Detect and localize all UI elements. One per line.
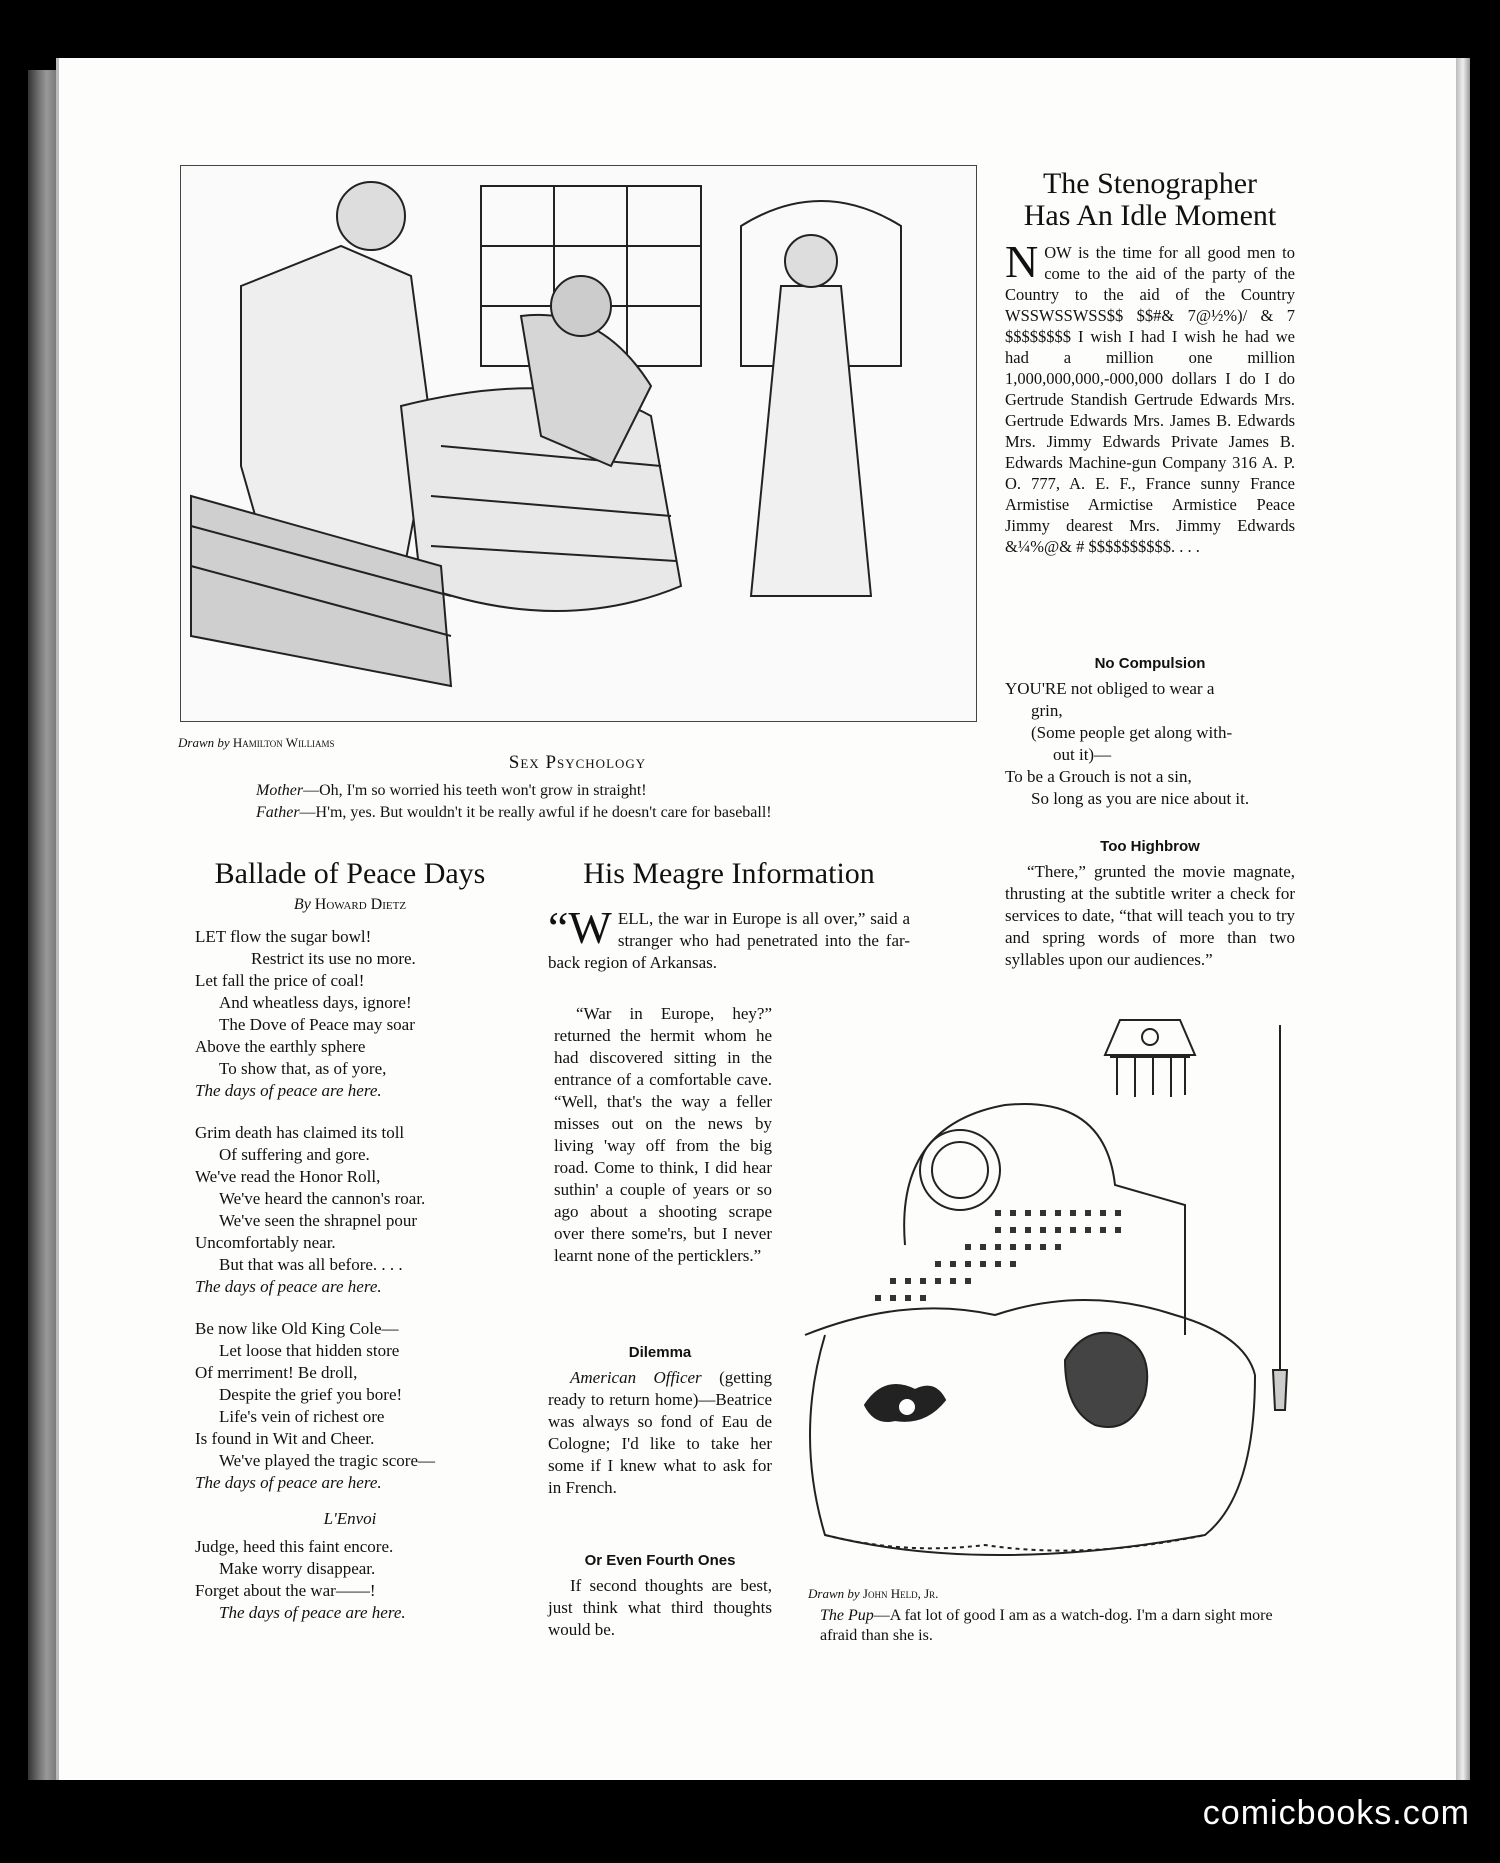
dilemma-title: Dilemma [628, 1344, 692, 1361]
fourth-ones-title: Or Even Fourth Ones [584, 1552, 736, 1569]
meagre-paragraph-1: “W ELL, the war in Europe is all over,” said a stranger who had penetrated into the far-back region of Arkansas. [548, 902, 910, 972]
stenographer-title: The Stenographer Has An Idle Moment [1023, 167, 1277, 232]
caption-line-mother: Mother—Oh, I'm so worried his teeth won't grow in straight! [256, 782, 647, 799]
top-illustration-credit [178, 735, 335, 751]
ballade-envoi: Judge, heed this faint encore. Make worry disappear. Forget about the war——! The days of peace are here. [195, 1537, 406, 1622]
credit-name: Hamilton Williams [232, 735, 335, 750]
fourth-ones-article [548, 1552, 772, 1641]
ballade-stanza-2: Grim death has claimed its toll Of suffering and gore. We've read the Honor Roll, We've heard the cannon's roar. We've seen the shrapnel pour Uncomfortably near. But that was all before. . . . The days of peace are here. [195, 1123, 426, 1296]
caption-dialogue [256, 780, 976, 824]
no-compulsion-title: No Compulsion [1094, 655, 1206, 672]
meagre-paragraph-2: “War in Europe, hey?” returned the hermit whom he had discovered sitting in the entrance of a comfortable cave. “Well, that's the way a feller misses out on the news by living 'way off from the big road. Come to think, I did hear suthin' a couple of years or so ago about a shooting scrape over there some'rs, but I never learnt none of the perticklers.” [554, 1004, 772, 1265]
stenographer-body: NOW is the time for all good men to come to the aid of the party of the Country to the aid of the Country WSSWSSWSS$$ $$#& 7@½%)/ & 7 $$$$$$$$ I wish I had I wish he had we had a million one million 1,000,000,000,-000,000 dollars I do I do Gertrude Standish Gertrude Edwards Mrs. Gertrude Edwards Mrs. James B. Edwards Mrs. Jimmy Edwards Private James B. Edwards Machine-gun Company 316 A. P. O. 777, A. E. F., France sunny France Armistise Armictise Armistice Peace Jimmy dearest Mrs. Jimmy Edwards &¼%@& # $$$$$$$$$$. . . . [1005, 236, 1295, 556]
meagre-title: His Meagre Information [583, 857, 875, 890]
ballade-stanza-3: Be now like Old King Cole— Let loose that hidden store Of merriment! Be droll, Despite the grief you bore! Life's vein of richest ore Is found in Wit and Cheer. We've played the tragic score— The days of peace are here. [195, 1319, 435, 1492]
no-compulsion-poem [1005, 655, 1295, 810]
fourth-ones-body: If second thoughts are best, just think what third thoughts would be. [548, 1576, 772, 1639]
pup-credit: Drawn by John Held, Jr. [808, 1586, 939, 1601]
too-highbrow-title: Too Highbrow [1100, 838, 1200, 855]
too-highbrow-body: “There,” grunted the movie magnate, thrusting at the subtitle writer a check for services to date, “that will teach you to try and spring words of more than two syllables upon our audiences.” [1005, 862, 1295, 969]
book-spine-right [1456, 58, 1470, 1780]
envoi-title: L'Envoi [323, 1509, 377, 1528]
pup-illustration [785, 1015, 1290, 1590]
caption-line-father: Father—H'm, yes. But wouldn't it be really awful if he doesn't care for baseball! [256, 804, 772, 821]
caption-title: Sex Psychology [508, 752, 647, 773]
ballade-byline: By Howard Dietz [293, 896, 407, 913]
stenographer-article [1005, 168, 1295, 557]
too-highbrow-article [1005, 838, 1295, 971]
credit-prefix: Drawn by [178, 735, 230, 750]
dilemma-article [548, 1344, 772, 1499]
ballade-stanza-1: LET flow the sugar bowl! Restrict its use no more. Let fall the price of coal! And wheatless days, ignore! The Dove of Peace may soar Above the earthly sphere To show that, as of yore, The days of peace are here. [195, 927, 416, 1100]
ballade-title: Ballade of Peace Days [214, 857, 486, 890]
sex-psychology-illustration [180, 165, 977, 722]
watermark: comicbooks.com [1202, 1794, 1470, 1832]
ballade-poem [195, 858, 505, 1624]
ballade-verse [195, 926, 505, 1624]
meagre-information-article [548, 858, 910, 974]
no-compulsion-verse: YOU'RE not obliged to wear a grin, (Some people get along with- out it)— To be a Grouch is not a sin, So long as you are nice about it. [1005, 679, 1250, 808]
dilemma-body: American Officer (getting ready to return home)—Beatrice was always so fond of Eau de Cologne; I'd like to take her some if I knew what to ask for in French. [548, 1368, 772, 1497]
pup-caption: The Pup—A fat lot of good I am as a watch-dog. I'm a darn sight more afraid than she is. [820, 1607, 1273, 1644]
